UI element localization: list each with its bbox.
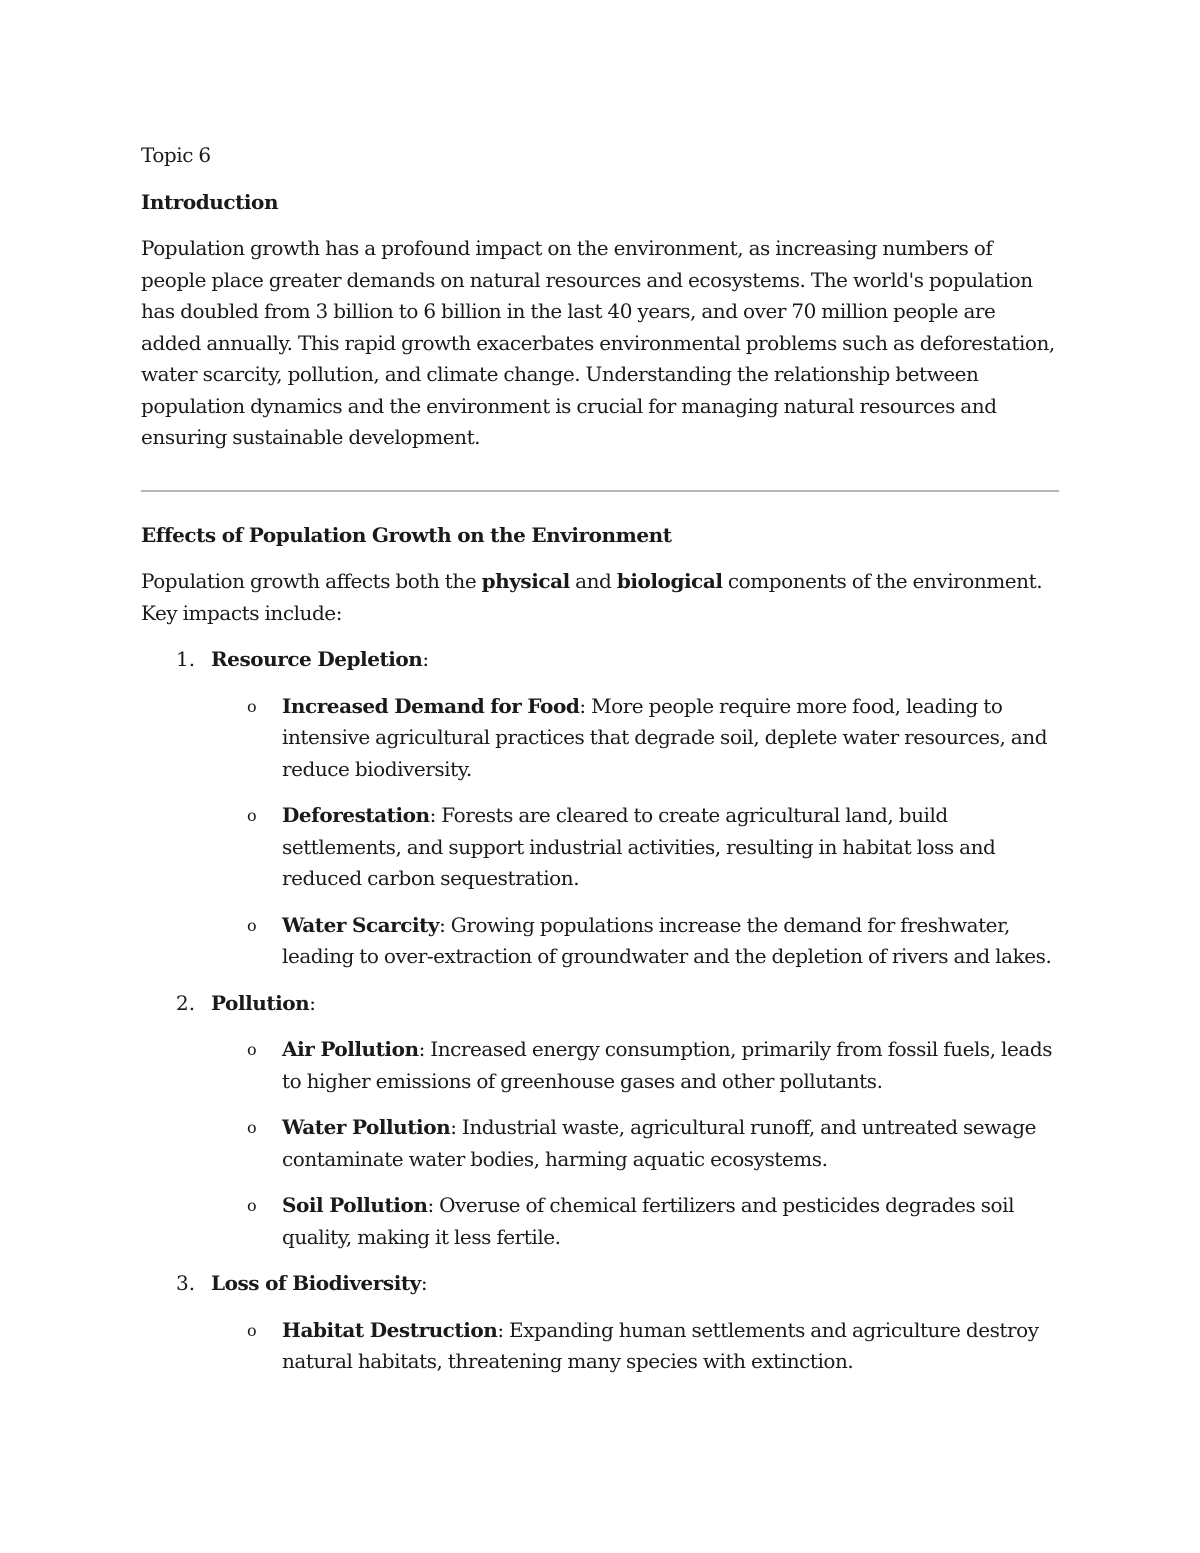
impact-suffix: : xyxy=(309,990,316,1015)
impact-heading xyxy=(211,1268,1059,1300)
introduction-heading: Introduction xyxy=(141,189,279,214)
circle-bullet-icon: o xyxy=(247,1118,257,1137)
list-number: 1. xyxy=(176,647,196,671)
effects-intro-paragraph xyxy=(141,566,1059,629)
impact-suffix: : xyxy=(420,1271,428,1295)
topic-label: Topic 6 xyxy=(141,143,211,167)
sub-impact-description: : Forests are cleared to create agricultural land, build settlements, and support industrial activities, resulting in habitat loss and reduced carbon sequestration. xyxy=(282,803,996,890)
sub-impact-item xyxy=(211,910,1059,973)
effects-intro-text-1: Population growth affects both the xyxy=(141,569,482,593)
circle-bullet-icon: o xyxy=(247,1320,257,1340)
sub-impact-title: Soil Pollution xyxy=(282,1193,428,1217)
sub-impact-title: Air Pollution xyxy=(282,1037,419,1061)
sub-impact-description: : Growing populations increase the demand for freshwater, leading to over-extraction of groundwater and the depletion of rivers and lakes. xyxy=(282,912,1052,968)
circle-bullet-icon: o xyxy=(247,806,257,825)
sub-impact-description: : Overuse of chemical fertilizers and pesticides degrades soil quality, making it less fertile. xyxy=(282,1193,1015,1249)
sub-impact-item xyxy=(211,1034,1059,1097)
effects-intro-text-3: components of the environment. Key impacts include: xyxy=(141,569,1043,625)
impact-item-resource-depletion xyxy=(141,644,1059,973)
impact-suffix: : xyxy=(422,647,429,671)
circle-bullet-icon: o xyxy=(247,1040,257,1059)
impact-title: Resource Depletion xyxy=(211,647,423,671)
impacts-list xyxy=(141,644,1059,1378)
sub-impact-text xyxy=(282,910,1059,973)
sub-impact-title: Water Scarcity xyxy=(282,912,440,937)
sub-impact-text xyxy=(282,1034,1059,1097)
sub-impact-description: : More people require more food, leading to intensive agricultural practices that degrade soil, deplete water resources, and reduce biodiversity. xyxy=(282,693,1048,781)
effects-heading: Effects of Population Growth on the Environment xyxy=(141,522,672,547)
sub-impact-item xyxy=(211,1190,1059,1253)
document-page xyxy=(141,140,1059,1393)
effects-intro-bold-physical: physical xyxy=(481,569,570,593)
sub-impact-item xyxy=(211,691,1059,786)
list-number: 2. xyxy=(176,990,196,1015)
impact-title: Loss of Biodiversity xyxy=(211,1271,421,1295)
effects-intro-text-2: and xyxy=(569,569,617,593)
circle-bullet-icon: o xyxy=(247,696,257,716)
sub-impact-text xyxy=(282,1112,1059,1175)
sub-impact-title: Water Pollution xyxy=(282,1115,451,1139)
circle-bullet-icon: o xyxy=(247,915,257,935)
impact-title: Pollution xyxy=(211,990,310,1015)
sub-impacts-list xyxy=(211,1034,1059,1253)
impact-heading xyxy=(211,988,1059,1020)
impact-item-pollution xyxy=(141,988,1059,1254)
effects-intro-bold-biological: biological xyxy=(616,569,723,593)
sub-impact-text xyxy=(282,1315,1059,1378)
sub-impact-text xyxy=(282,800,1059,895)
sub-impact-title: Deforestation xyxy=(282,803,430,827)
sub-impact-title: Increased Demand for Food xyxy=(282,693,580,718)
sub-impact-description: : Expanding human settlements and agriculture destroy natural habitats, threatening many species with extinction. xyxy=(282,1317,1039,1373)
sub-impact-text xyxy=(282,691,1059,786)
sub-impact-text xyxy=(282,1190,1059,1253)
sub-impact-title: Habitat Destruction xyxy=(282,1317,498,1342)
sub-impact-item xyxy=(211,1112,1059,1175)
sub-impact-description: : Increased energy consumption, primarily from fossil fuels, leads to higher emissions of greenhouse gases and other pollutants. xyxy=(282,1037,1053,1093)
circle-bullet-icon: o xyxy=(247,1196,257,1215)
impact-item-loss-of-biodiversity xyxy=(141,1268,1059,1378)
sub-impact-description: : Industrial waste, agricultural runoff, and untreated sewage contaminate water bodies, harming aquatic ecosystems. xyxy=(282,1115,1037,1171)
introduction-paragraph: Population growth has a profound impact on the environment, as increasing numbers of people place greater demands on natural resources and ecosystems. The world's population has doubled from 3 billion to 6 billion in the last 40 years, and over 70 million people are added annually. This rapid growth exacerbates environmental problems such as deforestation, water scarcity, pollution, and climate change. Understanding the relationship between population dynamics and the environment is crucial for managing natural resources and ensuring sustainable development. xyxy=(141,236,1055,449)
sub-impact-item xyxy=(211,800,1059,895)
sub-impact-item xyxy=(211,1315,1059,1378)
sub-impacts-list xyxy=(211,691,1059,973)
list-number: 3. xyxy=(176,1271,196,1295)
sub-impacts-list xyxy=(211,1315,1059,1378)
impact-heading xyxy=(211,644,1059,676)
section-divider xyxy=(141,490,1059,492)
